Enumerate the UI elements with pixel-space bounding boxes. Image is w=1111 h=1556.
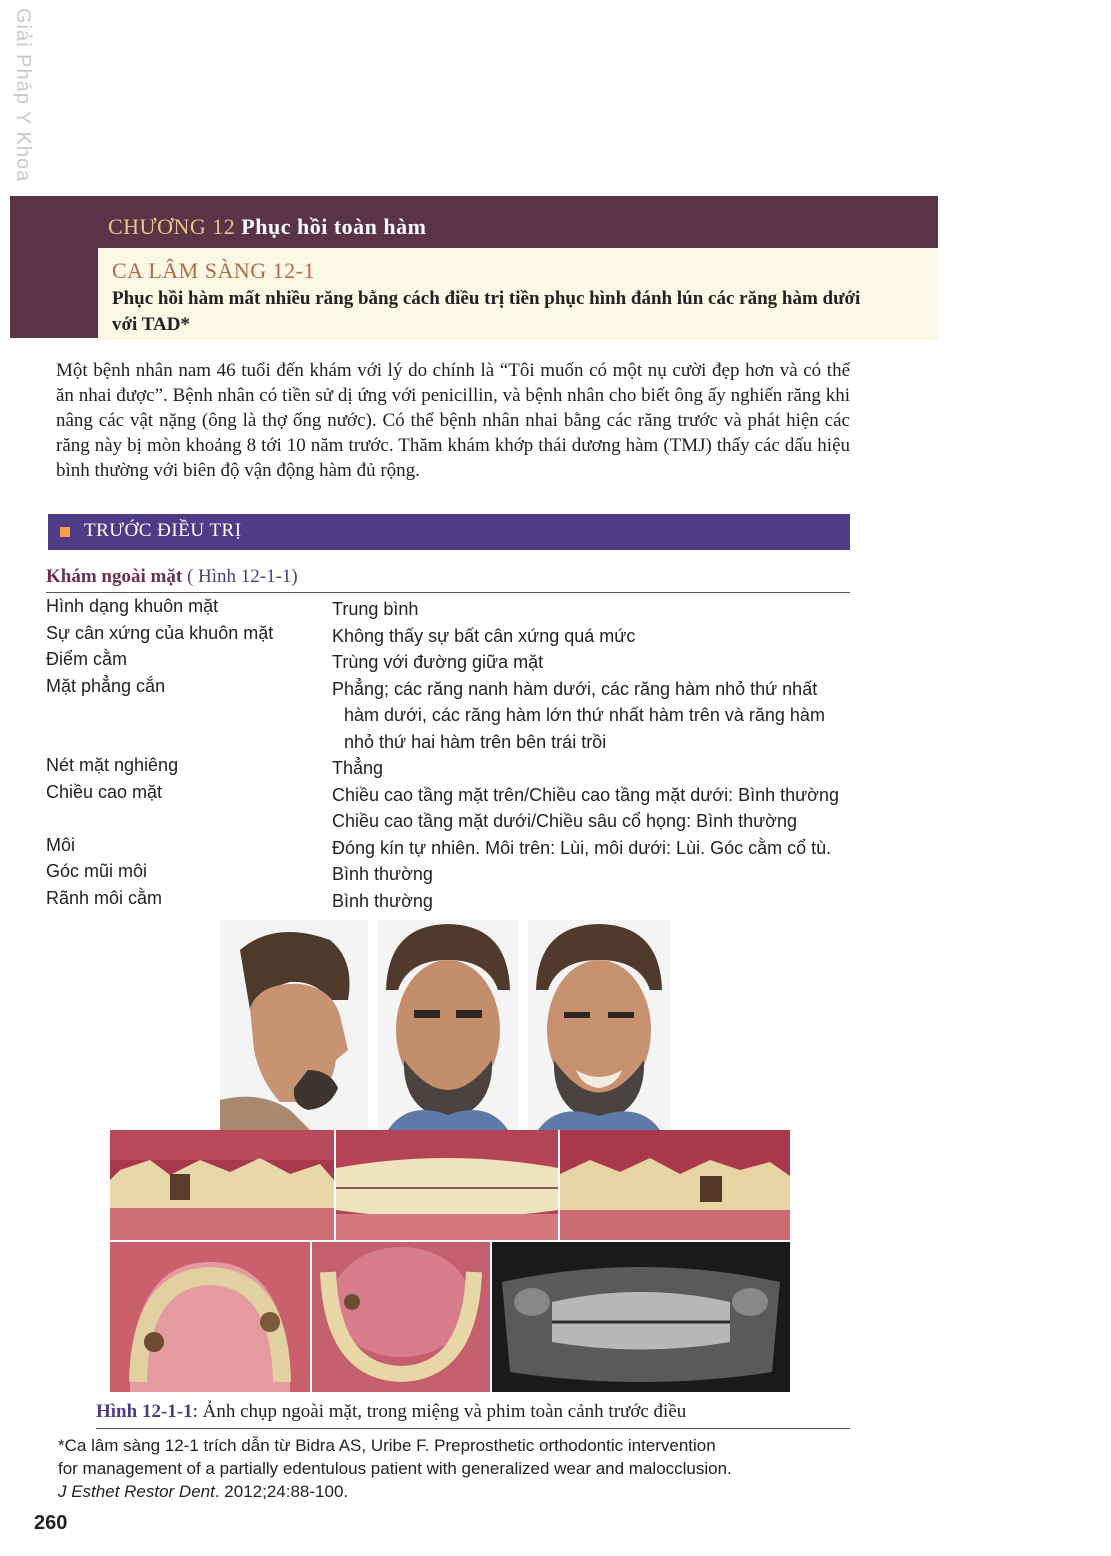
exam-row-value [332,835,866,862]
case-label: CA LÂM SÀNG 12-1 [112,258,315,283]
section-title: TRƯỚC ĐIỀU TRỊ [84,520,242,541]
exam-row-label: Mặt phẳng cắn [46,675,166,696]
exam-figure-ref: ( Hình 12-1-1) [186,566,298,587]
figure-caption-text: : Ảnh chụp ngoài mặt, trong miệng và phim toàn cảnh trước điều [192,1401,687,1422]
page-number: 260 [34,1512,68,1534]
exam-row-label: Nét mặt nghiêng [46,755,179,775]
chapter-title [108,214,426,240]
exam-row-label: Chiều cao mặt [46,781,163,802]
exam-row-label: Góc mũi môi [46,861,148,881]
chapter-name: Phục hồi toàn hàm [241,214,427,239]
exam-row-value [332,649,866,676]
exam-row-value [332,755,866,782]
footnote-line-2: for management of a partially edentulous patient with generalized wear and malocclusion. [58,1459,732,1478]
intraoral-right-photo [110,1130,334,1240]
exam-row-value [332,888,866,915]
facial-photos [220,920,670,1130]
case-title: Phục hồi hàm mất nhiều răng bằng cách điều trị tiền phục hình đánh lún các răng hàm dưới với TAD* [112,288,861,335]
exam-row [46,676,866,756]
watermark: Giải Pháp Y Khoa [12,8,34,183]
caption-divider [96,1428,850,1429]
exam-row-value [332,676,866,756]
exam-row [46,835,866,862]
exam-row [46,623,866,650]
exam-row-value-line: Thẳng [332,758,384,778]
maxillary-occlusal-photo [110,1242,310,1392]
frontal-photo [378,920,518,1130]
exam-table [46,596,866,914]
exam-row [46,861,866,888]
exam-row-value-line: hàm dưới, các răng hàm lớn thứ nhất hàm trên và răng hàm [344,705,825,725]
exam-heading [46,566,298,588]
exam-row-value-line: Phẳng; các răng nanh hàm dưới, các răng hàm nhỏ thứ nhất [332,678,818,699]
exam-row-value-line: Trùng với đường giữa mặt [332,652,544,672]
figure-label: Hình 12-1-1 [96,1401,193,1422]
exam-row-value [332,623,866,650]
intraoral-left-photo [560,1130,790,1240]
exam-divider [46,592,850,593]
exam-row-label: Môi [46,834,76,855]
intraoral-front-photo [336,1130,558,1240]
profile-photo [220,920,368,1130]
exam-row-value [332,861,866,888]
intro-paragraph: Một bệnh nhân nam 46 tuổi đến khám với lý do chính là “Tôi muốn có một nụ cười đẹp hơn và có thể ăn nhai được”. Bệnh nhân có tiền sử dị ứng với penicillin, và bệnh nhân cho biết ông ấy nghiến răng khi nâng các vật nặng (ông là thợ ống nước). Có thể bệnh nhân nhai bằng các răng trước và phát hiện các răng này bị mòn khoảng 8 tới 10 năm trước. Thăm khám khớp thái dương hàm (TMJ) thấy các dấu hiệu bình thường với biên độ vận động hàm đủ rộng. [56,360,850,481]
exam-row-label: Rãnh môi cằm [46,887,163,908]
footnote-line-3 [58,1480,888,1503]
panoramic-radiograph [492,1242,790,1392]
exam-row-value-line: Đóng kín tự nhiên. Môi trên: Lùi, môi dưới: Lùi. Góc cằm cổ tù. [332,837,832,858]
exam-heading-text: Khám ngoài mặt [46,566,183,587]
mandibular-occlusal-photo [312,1242,490,1392]
exam-row-value [332,596,866,623]
exam-row-value-line: Không thấy sự bất cân xứng quá mức [332,625,636,646]
case-side-band [10,248,98,338]
exam-row-value-line: Trung bình [332,599,419,619]
exam-row-label: Sự cân xứng của khuôn mặt [46,622,274,643]
exam-row-value-line: nhỏ thứ hai hàm trên bên trái trồi [344,731,607,752]
exam-row [46,596,866,623]
footnote [58,1434,888,1503]
footnote-citation: . 2012;24:88-100. [214,1482,349,1501]
exam-row-label: Điểm cằm [46,649,128,669]
chapter-label: CHƯƠNG 12 [108,214,236,239]
exam-row [46,649,866,676]
footnote-journal: J Esthet Restor Dent [58,1482,215,1501]
exam-row-value [332,782,866,835]
exam-row-value-line: Chiều cao tầng mặt dưới/Chiều sâu cổ họng: Bình thường [332,811,797,831]
exam-row-value-line: Chiều cao tầng mặt trên/Chiều cao tầng mặt dưới: Bình thường [332,784,839,805]
exam-row [46,755,866,782]
exam-row-value-line: Bình thường [332,890,433,911]
exam-row-value-line: Bình thường [332,864,433,884]
section-bullet-icon [60,527,70,537]
exam-row [46,888,866,915]
smile-photo [528,920,670,1130]
exam-row [46,782,866,835]
intraoral-row [110,1130,790,1240]
occlusal-row [110,1242,790,1392]
figure-caption [96,1401,686,1423]
exam-row-label: Hình dạng khuôn mặt [46,596,219,616]
footnote-line-1: *Ca lâm sàng 12-1 trích dẫn từ Bidra AS, Uribe F. Preprosthetic orthodontic intervention [58,1436,716,1455]
